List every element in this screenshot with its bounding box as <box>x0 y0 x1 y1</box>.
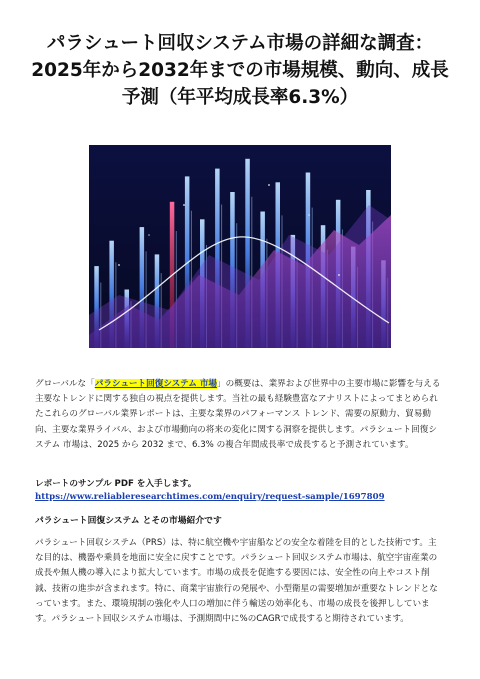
intro-before: グローバルな「 <box>35 379 95 389</box>
abstract-bar-chart-image <box>89 145 391 348</box>
intro-after: 」の概要は、業界および世界中の主要市場に影響を与える主要なトレンドに関する独自の視点を提供します。当社の最も経験豊富なアナリストによってまとめられたこれらのグローバル業界レポートは、主要な業界のパフォーマンス トレンド、需要の原動力、貿易動向、主要な業界ライバル、および市場動向の将来の変化に関する洞察を提供します。パラシュート回復システム 市場は、2025 から 2032 まで、6.3% の複合年間成長率で成長すると予測されています。 <box>35 379 441 450</box>
sample-request <box>35 478 445 504</box>
hero-image <box>89 145 391 348</box>
sample-label: レポートのサンプル PDF を入手します。 <box>35 479 197 489</box>
intro-paragraph <box>35 377 445 453</box>
page-title <box>18 30 462 111</box>
section-body: パラシュート回収システム（PRS）は、特に航空機や宇宙船などの安全な着陸を目的とした技術です。主な目的は、機器や乗員を地面に安全に戻すことです。パラシュート回収システム市場は、航空宇宙産業の成長や無人機の導入により拡大しています。市場の成長を促進する要因には、安全性の向上やコスト削減、技術の進歩が含まれます。特に、商業宇宙旅行の発展や、小型衛星の需要増加が重要なトレンドとなっています。また、環境規制の強化や人口の増加に伴う輸送の効率化も、市場の成長を後押ししています。パラシュート回収システム市場は、予測期間中に%のCAGRで成長すると期待されています。 <box>35 538 438 625</box>
section-heading: パラシュート回復システム とその市場紹介です <box>35 516 222 526</box>
market-link[interactable]: パラシュート回復システム 市場 <box>94 379 218 389</box>
title-line-3: 予測（年平均成長率6.3%） <box>121 87 359 108</box>
title-line-2: 2025年から2032年までの市場規模、動向、成長 <box>31 60 449 81</box>
sample-link[interactable]: https://www.reliableresearchtimes.com/enquiry/request-sample/1697809 <box>35 492 385 502</box>
title-line-1: パラシュート回収システム市場の詳細な調査： <box>46 33 434 54</box>
